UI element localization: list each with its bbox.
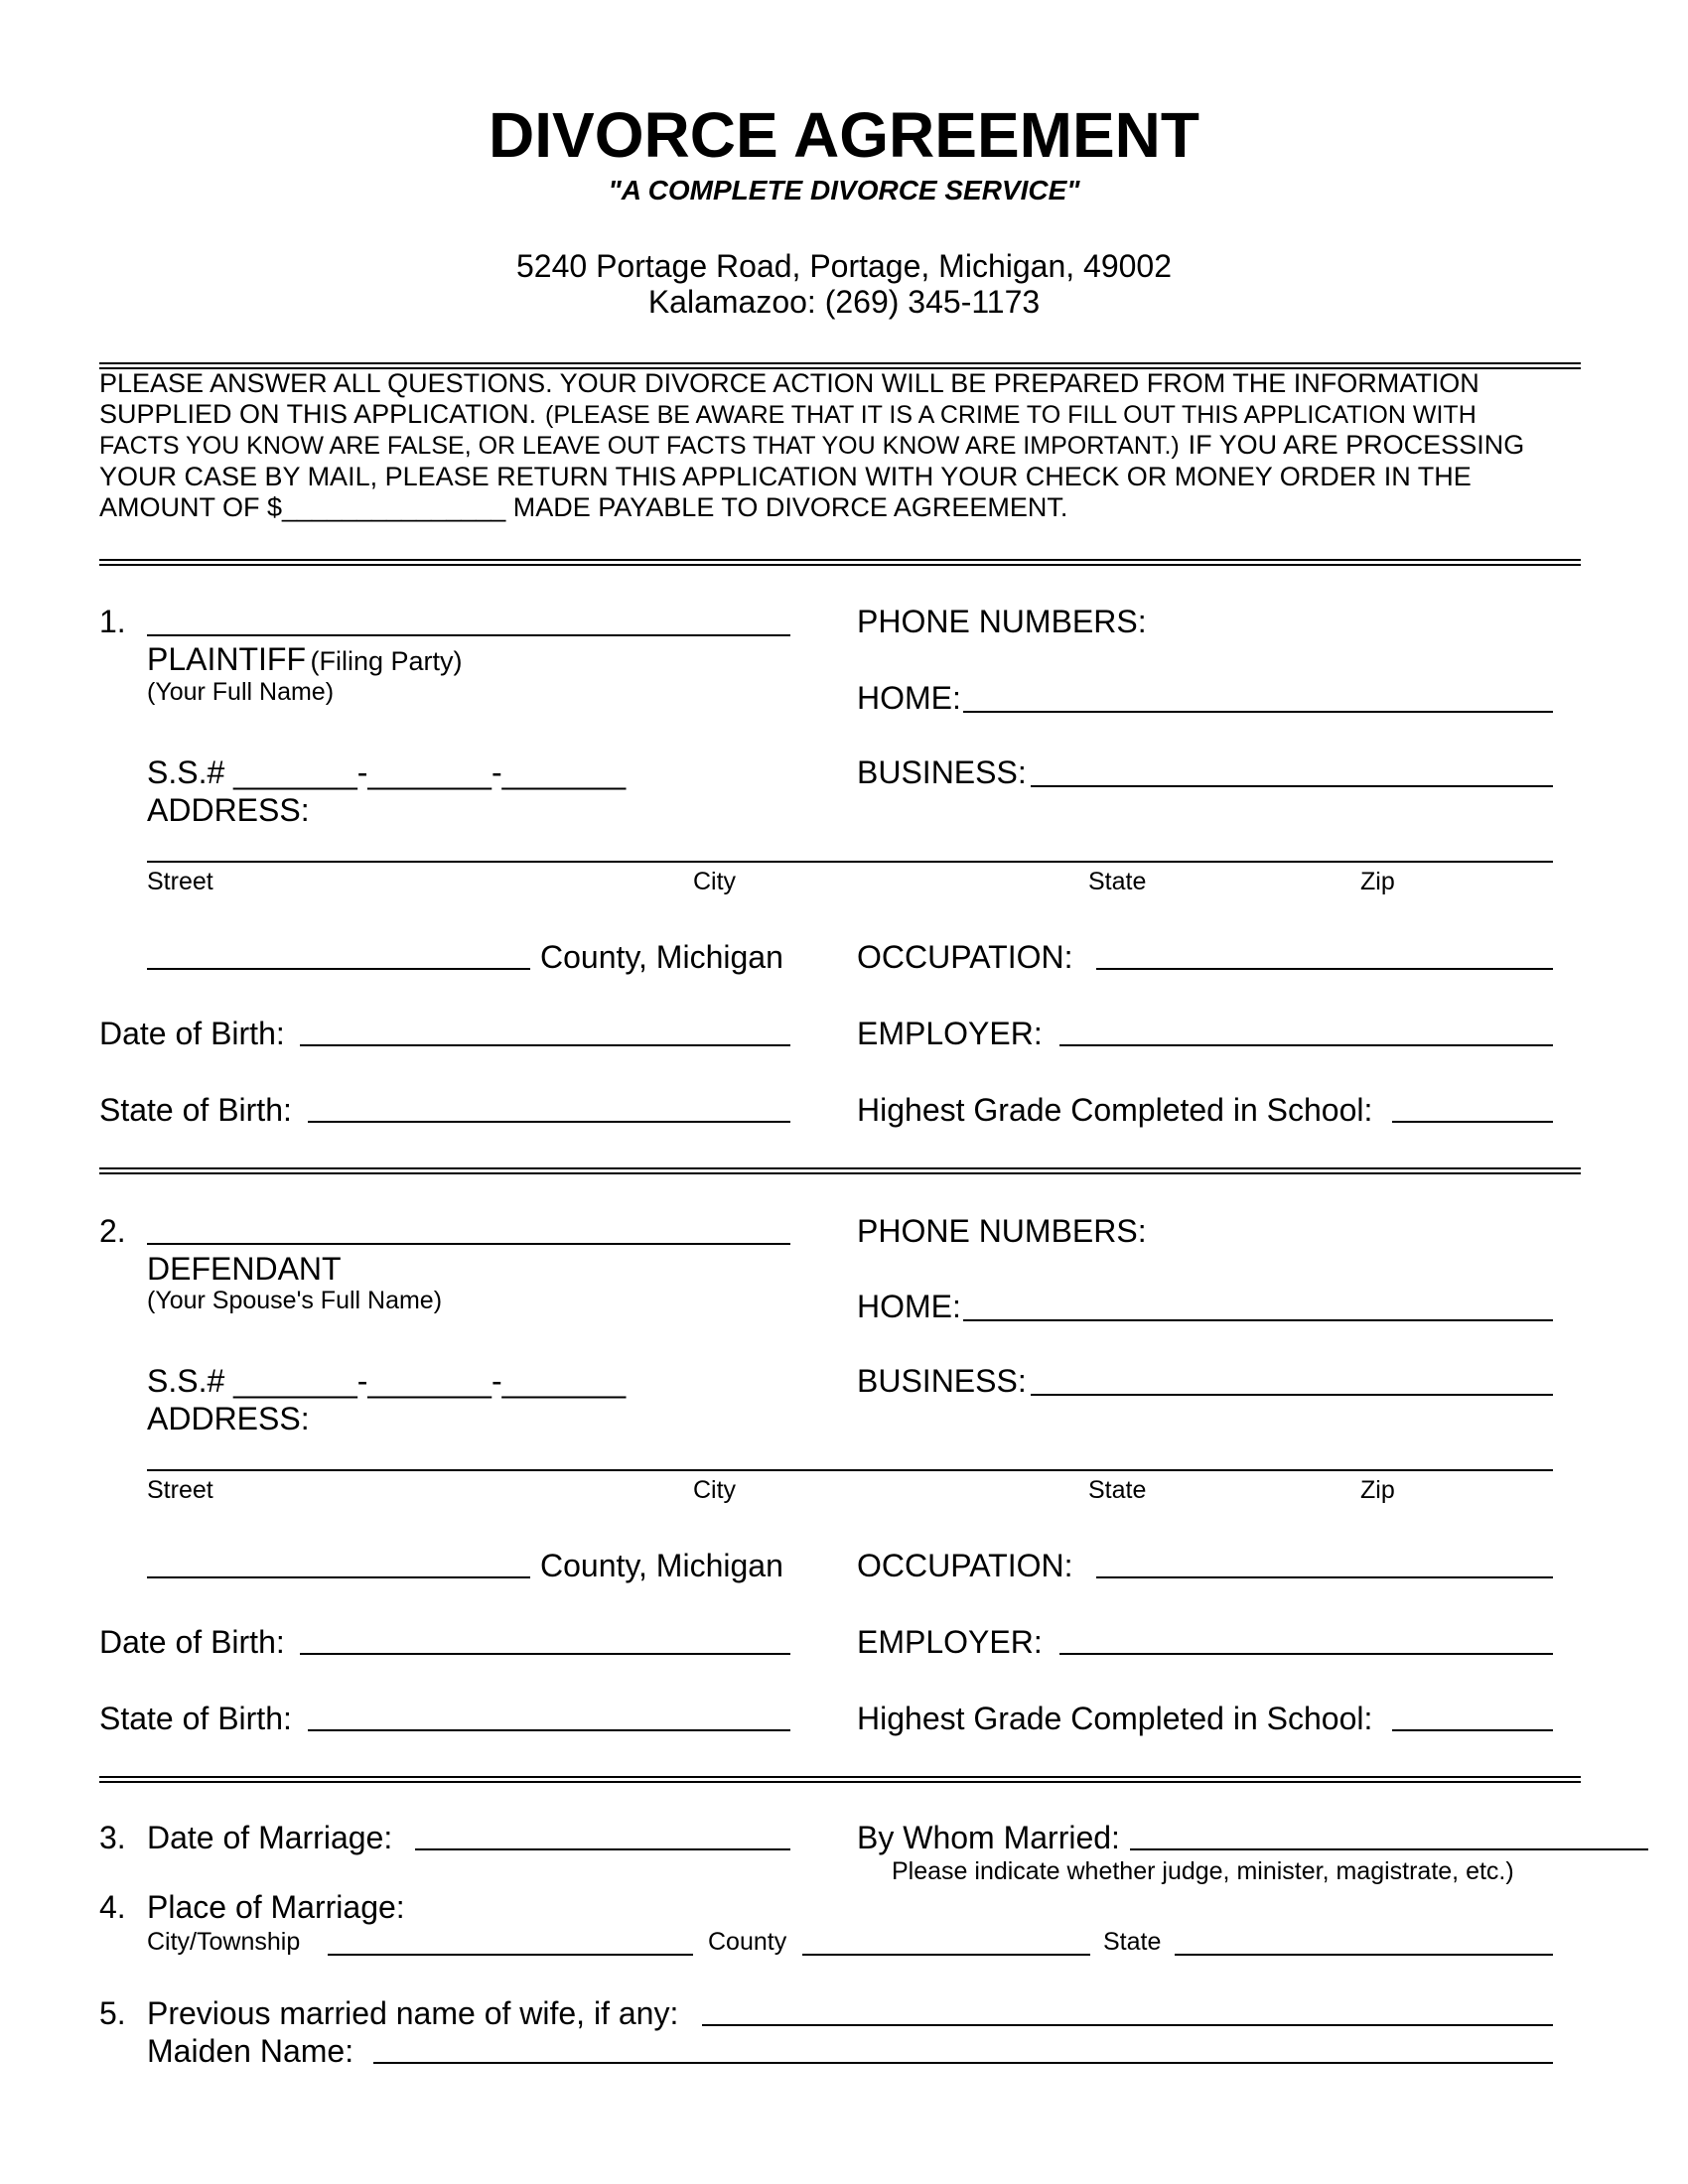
- defendant-role: DEFENDANT: [147, 1251, 342, 1287]
- plaintiff-employer-field[interactable]: [1059, 1044, 1553, 1046]
- plaintiff-occupation-label: OCCUPATION:: [857, 939, 1073, 975]
- plaintiff-grade-field[interactable]: [1392, 1121, 1553, 1123]
- defendant-number: 2.: [99, 1213, 126, 1249]
- instructions-line-3a: FACTS YOU KNOW ARE FALSE, OR LEAVE OUT FACTS THAT YOU KNOW ARE IMPORTANT.): [99, 432, 1180, 460]
- plaintiff-dob-field[interactable]: [300, 1044, 790, 1046]
- plaintiff-phones-label: PHONE NUMBERS:: [857, 604, 1147, 639]
- plaintiff-grade-label: Highest Grade Completed in School:: [857, 1092, 1373, 1128]
- defendant-employer-label: EMPLOYER:: [857, 1624, 1043, 1660]
- plaintiff-home-field[interactable]: [963, 711, 1553, 713]
- marriage-county-field[interactable]: [802, 1954, 1090, 1956]
- plaintiff-county-label: County, Michigan: [540, 939, 783, 975]
- plaintiff-zip-label: Zip: [1360, 868, 1395, 895]
- section-divider-3a: [99, 1776, 1581, 1778]
- defendant-address-label: ADDRESS:: [147, 1401, 310, 1436]
- date-of-marriage-field[interactable]: [415, 1848, 790, 1850]
- marriage-county-label: County: [708, 1928, 787, 1956]
- section-divider-2b: [99, 1172, 1581, 1174]
- date-of-marriage-label: Date of Marriage:: [147, 1820, 393, 1855]
- plaintiff-name-field[interactable]: [147, 634, 790, 636]
- page-title: DIVORCE AGREEMENT: [489, 99, 1199, 171]
- section-divider-1a: [99, 559, 1581, 561]
- plaintiff-occupation-field[interactable]: [1096, 968, 1553, 970]
- maiden-name-field[interactable]: [373, 2062, 1553, 2064]
- instructions-line-2a: SUPPLIED ON THIS APPLICATION.: [99, 399, 537, 429]
- by-whom-married-hint: Please indicate whether judge, minister, magistrate, etc.): [892, 1857, 1514, 1885]
- section-divider-3b: [99, 1781, 1581, 1783]
- defendant-grade-field[interactable]: [1392, 1729, 1553, 1731]
- plaintiff-role: [147, 643, 463, 675]
- q5-number: 5.: [99, 1995, 126, 2031]
- plaintiff-state-label: State: [1088, 868, 1147, 895]
- plaintiff-business-field[interactable]: [1031, 785, 1553, 787]
- marriage-state-label: State: [1103, 1928, 1162, 1956]
- place-of-marriage-label: Place of Marriage:: [147, 1889, 405, 1925]
- city-township-field[interactable]: [328, 1954, 693, 1956]
- defendant-dob-field[interactable]: [300, 1653, 790, 1655]
- plaintiff-role-label: PLAINTIFF: [147, 641, 307, 677]
- instructions-line-2: [99, 401, 1477, 428]
- defendant-grade-label: Highest Grade Completed in School:: [857, 1701, 1373, 1736]
- defendant-occupation-field[interactable]: [1096, 1576, 1553, 1578]
- by-whom-married-field[interactable]: [1130, 1848, 1648, 1850]
- plaintiff-number: 1.: [99, 604, 126, 639]
- instructions-line-1: PLEASE ANSWER ALL QUESTIONS. YOUR DIVORCE ACTION WILL BE PREPARED FROM THE INFORMATION: [99, 368, 1479, 398]
- previous-married-name-field[interactable]: [702, 2024, 1553, 2026]
- defendant-business-label: BUSINESS:: [857, 1363, 1027, 1399]
- defendant-employer-field[interactable]: [1059, 1653, 1553, 1655]
- defendant-phones-label: PHONE NUMBERS:: [857, 1213, 1147, 1249]
- plaintiff-home-label: HOME:: [857, 680, 961, 716]
- defendant-county-field[interactable]: [147, 1576, 530, 1578]
- defendant-home-field[interactable]: [963, 1319, 1553, 1321]
- defendant-name-field[interactable]: [147, 1243, 790, 1245]
- defendant-state-label: State: [1088, 1476, 1147, 1504]
- defendant-street-label: Street: [147, 1476, 213, 1504]
- section-divider-2a: [99, 1167, 1581, 1169]
- defendant-zip-label: Zip: [1360, 1476, 1395, 1504]
- defendant-name-hint: (Your Spouse's Full Name): [147, 1287, 443, 1314]
- defendant-home-label: HOME:: [857, 1289, 961, 1324]
- plaintiff-business-label: BUSINESS:: [857, 754, 1027, 790]
- defendant-sob-label: State of Birth:: [99, 1701, 292, 1736]
- page-subtitle: "A COMPLETE DIVORCE SERVICE": [608, 175, 1080, 205]
- section-divider-1b: [99, 564, 1581, 566]
- plaintiff-name-hint: (Your Full Name): [147, 678, 335, 706]
- company-phone: Kalamazoo: (269) 345-1173: [647, 284, 1041, 320]
- defendant-county-label: County, Michigan: [540, 1548, 783, 1583]
- header-divider-top: [99, 362, 1581, 364]
- plaintiff-address-label: ADDRESS:: [147, 792, 310, 828]
- company-address: 5240 Portage Road, Portage, Michigan, 49002: [515, 248, 1172, 284]
- defendant-city-label: City: [693, 1476, 737, 1504]
- defendant-dob-label: Date of Birth:: [99, 1624, 285, 1660]
- q3-number: 3.: [99, 1820, 126, 1855]
- plaintiff-role-note: (Filing Party): [310, 646, 463, 676]
- plaintiff-county-field[interactable]: [147, 968, 530, 970]
- instructions-line-2b: (PLEASE BE AWARE THAT IT IS A CRIME TO FILL OUT THIS APPLICATION WITH: [545, 401, 1477, 429]
- defendant-sob-field[interactable]: [308, 1729, 790, 1731]
- instructions-line-3: [99, 432, 1524, 459]
- marriage-state-field[interactable]: [1175, 1954, 1553, 1956]
- city-township-label: City/Township: [147, 1928, 301, 1956]
- previous-married-name-label: Previous married name of wife, if any:: [147, 1995, 679, 2031]
- maiden-name-label: Maiden Name:: [147, 2033, 354, 2069]
- defendant-ss-field[interactable]: S.S.# _______-_______-_______: [147, 1363, 627, 1399]
- q4-number: 4.: [99, 1889, 126, 1925]
- plaintiff-employer-label: EMPLOYER:: [857, 1016, 1043, 1051]
- defendant-address-field[interactable]: [147, 1469, 1553, 1471]
- plaintiff-city-label: City: [693, 868, 737, 895]
- plaintiff-dob-label: Date of Birth:: [99, 1016, 285, 1051]
- instructions-line-4: YOUR CASE BY MAIL, PLEASE RETURN THIS APPLICATION WITH YOUR CHECK OR MONEY ORDER IN THE: [99, 462, 1472, 491]
- plaintiff-sob-label: State of Birth:: [99, 1092, 292, 1128]
- plaintiff-address-field[interactable]: [147, 861, 1553, 863]
- plaintiff-street-label: Street: [147, 868, 213, 895]
- by-whom-married-label: By Whom Married:: [857, 1820, 1120, 1855]
- defendant-business-field[interactable]: [1031, 1394, 1553, 1396]
- instructions-line-3b: IF YOU ARE PROCESSING: [1188, 430, 1525, 460]
- plaintiff-sob-field[interactable]: [308, 1121, 790, 1123]
- defendant-occupation-label: OCCUPATION:: [857, 1548, 1073, 1583]
- plaintiff-ss-field[interactable]: S.S.# _______-_______-_______: [147, 754, 627, 790]
- instructions-line-5: AMOUNT OF $_______________ MADE PAYABLE TO DIVORCE AGREEMENT.: [99, 492, 1068, 522]
